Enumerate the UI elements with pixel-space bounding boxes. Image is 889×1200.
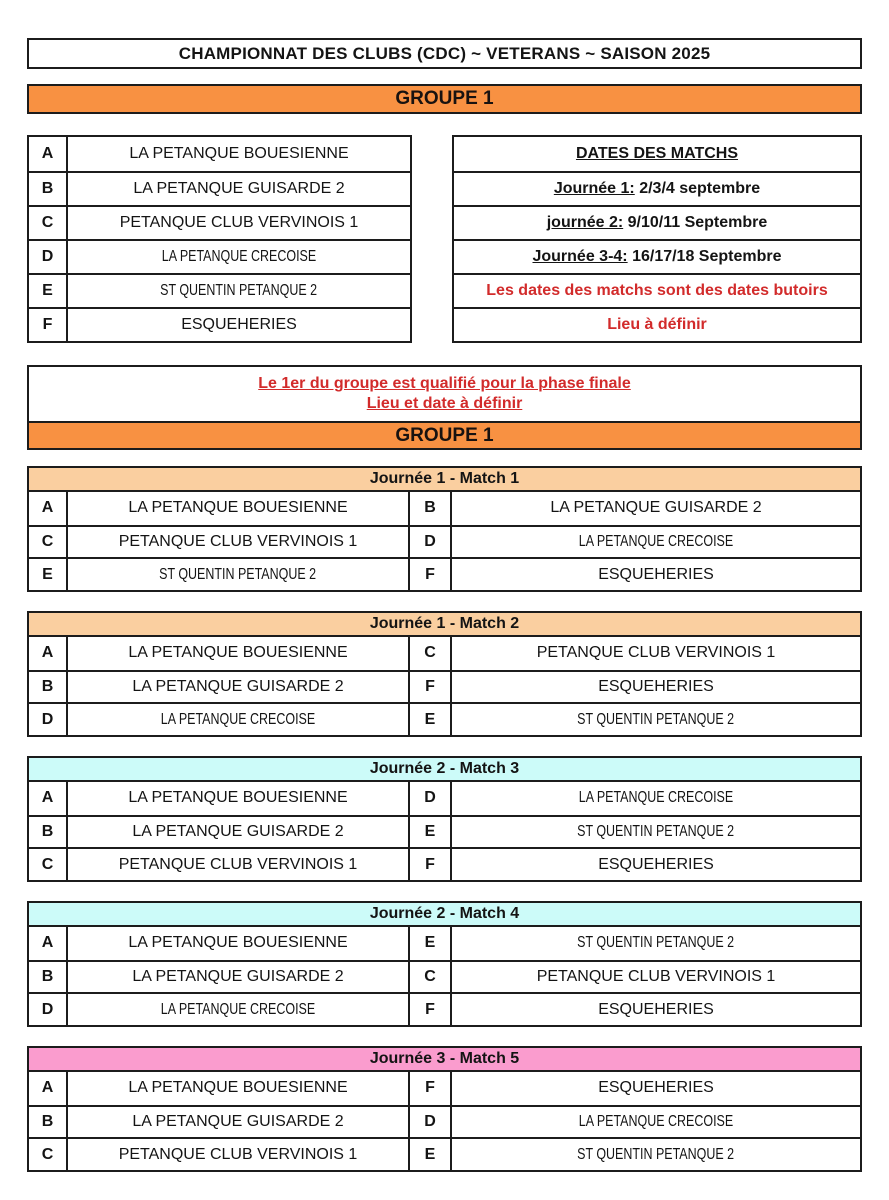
team-name: LA PETANQUE GUISARDE 2 [132, 677, 344, 695]
match-row [29, 492, 860, 525]
date-text [554, 180, 760, 198]
match-row [29, 1072, 860, 1105]
qualification-line-1: Le 1er du groupe est qualifié pour la phase finale [258, 375, 631, 392]
date-text [547, 214, 768, 232]
team-letter: E [410, 704, 452, 735]
team-row [29, 171, 410, 205]
team-letter: C [410, 962, 452, 993]
team-name: LA PETANQUE CRECOISE [578, 1112, 734, 1130]
dates-panel [452, 135, 862, 343]
team-letter: F [29, 309, 68, 341]
team-name-cell [452, 782, 860, 815]
date-value: 16/17/18 Septembre [627, 248, 782, 265]
team-name-cell [68, 672, 410, 703]
team-name: LA PETANQUE GUISARDE 2 [550, 499, 762, 517]
team-name-cell [68, 994, 410, 1025]
team-name-cell [452, 849, 860, 880]
team-name-cell [68, 1107, 410, 1138]
team-letter: D [410, 527, 452, 558]
team-name-cell [68, 704, 410, 735]
team-name: LA PETANQUE GUISARDE 2 [132, 822, 344, 840]
team-letter: E [410, 1139, 452, 1170]
team-letter: A [29, 927, 68, 960]
team-name-cell [452, 1107, 860, 1138]
team-name: PETANQUE CLUB VERVINOIS 1 [118, 1145, 358, 1163]
match-row [29, 1105, 860, 1138]
team-row [29, 137, 410, 171]
team-name: LA PETANQUE GUISARDE 2 [132, 1112, 344, 1130]
date-row [454, 205, 860, 239]
team-name-cell [68, 962, 410, 993]
team-letter: B [29, 962, 68, 993]
match-row [29, 847, 860, 880]
team-name: LA PETANQUE BOUESIENNE [129, 145, 349, 162]
match-row [29, 782, 860, 815]
team-letter: F [410, 672, 452, 703]
team-name-cell [68, 1139, 410, 1170]
team-name-cell [452, 704, 860, 735]
qualification-box [27, 365, 862, 450]
team-name: LA PETANQUE BOUESIENNE [128, 934, 348, 952]
team-name: PETANQUE CLUB VERVINOIS 1 [118, 532, 358, 550]
team-letter: D [29, 994, 68, 1025]
team-letter: A [29, 637, 68, 670]
team-name-cell [452, 962, 860, 993]
match-2-table [27, 611, 862, 737]
dates-header: DATES DES MATCHS [575, 145, 739, 162]
team-name-cell [452, 994, 860, 1025]
team-letter: F [410, 849, 452, 880]
teams-table [27, 135, 412, 343]
team-name: ESQUEHERIES [598, 1000, 714, 1018]
team-name: LA PETANQUE BOUESIENNE [128, 789, 348, 807]
match-5-table [27, 1046, 862, 1172]
team-name-cell [452, 637, 860, 670]
dates-header-row [454, 137, 860, 171]
team-row [29, 307, 410, 341]
team-name-cell [452, 817, 860, 848]
team-name-cell [68, 492, 410, 525]
team-name: LA PETANQUE BOUESIENNE [128, 499, 348, 517]
team-name-cell [452, 492, 860, 525]
match-row [29, 992, 860, 1025]
team-letter: F [410, 1072, 452, 1105]
qualification-lines [29, 367, 860, 421]
date-row [454, 171, 860, 205]
date-value: 9/10/11 Septembre [623, 214, 768, 231]
team-name-cell [68, 241, 410, 273]
team-name: LA PETANQUE CRECOISE [578, 532, 734, 550]
match-row [29, 557, 860, 590]
match-5-title: Journée 3 - Match 5 [29, 1048, 860, 1072]
team-letter: C [410, 637, 452, 670]
team-letter: C [29, 527, 68, 558]
team-letter: C [29, 1139, 68, 1170]
match-row [29, 525, 860, 558]
group-banner-2: GROUPE 1 [29, 421, 860, 448]
team-name-cell [452, 1139, 860, 1170]
team-name-cell [452, 927, 860, 960]
match-4-title: Journée 2 - Match 4 [29, 903, 860, 927]
team-letter: C [29, 849, 68, 880]
team-name: LA PETANQUE BOUESIENNE [128, 1079, 348, 1097]
team-name-cell [68, 637, 410, 670]
group-banner: GROUPE 1 [27, 84, 862, 114]
page-title: CHAMPIONNAT DES CLUBS (CDC) ~ VETERANS ~ SAISON 2025 [27, 38, 862, 69]
match-row [29, 1137, 860, 1170]
team-letter: E [410, 817, 452, 848]
team-name: ESQUEHERIES [181, 316, 297, 333]
team-letter: B [29, 1107, 68, 1138]
dates-note-deadline: Les dates des matchs sont des dates butoirs [454, 273, 860, 307]
team-letter: F [410, 994, 452, 1025]
match-2-title: Journée 1 - Match 2 [29, 613, 860, 637]
team-name: ESQUEHERIES [598, 565, 714, 583]
match-row [29, 637, 860, 670]
dates-note-venue: Lieu à définir [454, 307, 860, 341]
team-letter: B [410, 492, 452, 525]
team-letter: B [29, 817, 68, 848]
team-letter: A [29, 137, 68, 171]
team-name: PETANQUE CLUB VERVINOIS 1 [536, 644, 776, 662]
team-name: ST QUENTIN PETANQUE 2 [160, 282, 318, 299]
match-row [29, 960, 860, 993]
team-letter: D [410, 1107, 452, 1138]
qualification-line-2: Lieu et date à définir [366, 395, 523, 412]
team-name-cell [68, 137, 410, 171]
team-letter: D [410, 782, 452, 815]
date-label: Journée 1: [553, 180, 635, 197]
team-name-cell [68, 173, 410, 205]
team-name-cell [68, 1072, 410, 1105]
team-row [29, 273, 410, 307]
date-label: Journée 3-4: [532, 248, 628, 265]
team-name-cell [68, 207, 410, 239]
team-name: ESQUEHERIES [598, 855, 714, 873]
date-label: journée 2: [546, 214, 624, 231]
team-name: ST QUENTIN PETANQUE 2 [159, 565, 317, 583]
team-letter: C [29, 207, 68, 239]
team-name: ST QUENTIN PETANQUE 2 [577, 934, 735, 952]
team-row [29, 239, 410, 273]
team-name-cell [68, 275, 410, 307]
team-letter: E [410, 927, 452, 960]
team-name: LA PETANQUE GUISARDE 2 [133, 180, 345, 197]
team-name: ESQUEHERIES [598, 1079, 714, 1097]
match-row [29, 670, 860, 703]
team-name-cell [452, 1072, 860, 1105]
team-name: LA PETANQUE BOUESIENNE [128, 644, 348, 662]
team-name: PETANQUE CLUB VERVINOIS 1 [118, 855, 358, 873]
team-name: ST QUENTIN PETANQUE 2 [577, 1145, 735, 1163]
team-name-cell [68, 309, 410, 341]
date-text [532, 248, 781, 266]
team-letter: E [29, 559, 68, 590]
match-row [29, 815, 860, 848]
team-name: PETANQUE CLUB VERVINOIS 1 [119, 214, 359, 231]
team-name-cell [68, 849, 410, 880]
team-name-cell [68, 927, 410, 960]
date-value: 2/3/4 septembre [634, 180, 761, 197]
team-letter: D [29, 241, 68, 273]
team-letter: D [29, 704, 68, 735]
team-name-cell [68, 817, 410, 848]
team-letter: A [29, 1072, 68, 1105]
team-row [29, 205, 410, 239]
team-letter: A [29, 782, 68, 815]
team-letter: F [410, 559, 452, 590]
match-4-table [27, 901, 862, 1027]
team-letter: E [29, 275, 68, 307]
date-row [454, 239, 860, 273]
team-name-cell [452, 559, 860, 590]
team-name-cell [68, 782, 410, 815]
match-1-title: Journée 1 - Match 1 [29, 468, 860, 492]
match-row [29, 702, 860, 735]
match-3-title: Journée 2 - Match 3 [29, 758, 860, 782]
match-3-table [27, 756, 862, 882]
team-name-cell [68, 527, 410, 558]
team-name: ST QUENTIN PETANQUE 2 [577, 822, 735, 840]
team-name: LA PETANQUE CRECOISE [160, 1000, 316, 1018]
team-letter: B [29, 672, 68, 703]
team-name: LA PETANQUE CRECOISE [161, 248, 317, 265]
team-name: PETANQUE CLUB VERVINOIS 1 [536, 967, 776, 985]
team-name: ESQUEHERIES [598, 677, 714, 695]
team-letter: A [29, 492, 68, 525]
team-name: LA PETANQUE CRECOISE [578, 789, 734, 807]
team-letter: B [29, 173, 68, 205]
team-name-cell [452, 527, 860, 558]
match-row [29, 927, 860, 960]
match-1-table [27, 466, 862, 592]
team-name: LA PETANQUE GUISARDE 2 [132, 967, 344, 985]
team-name: LA PETANQUE CRECOISE [160, 710, 316, 728]
team-name-cell [452, 672, 860, 703]
team-name: ST QUENTIN PETANQUE 2 [577, 710, 735, 728]
team-name-cell [68, 559, 410, 590]
